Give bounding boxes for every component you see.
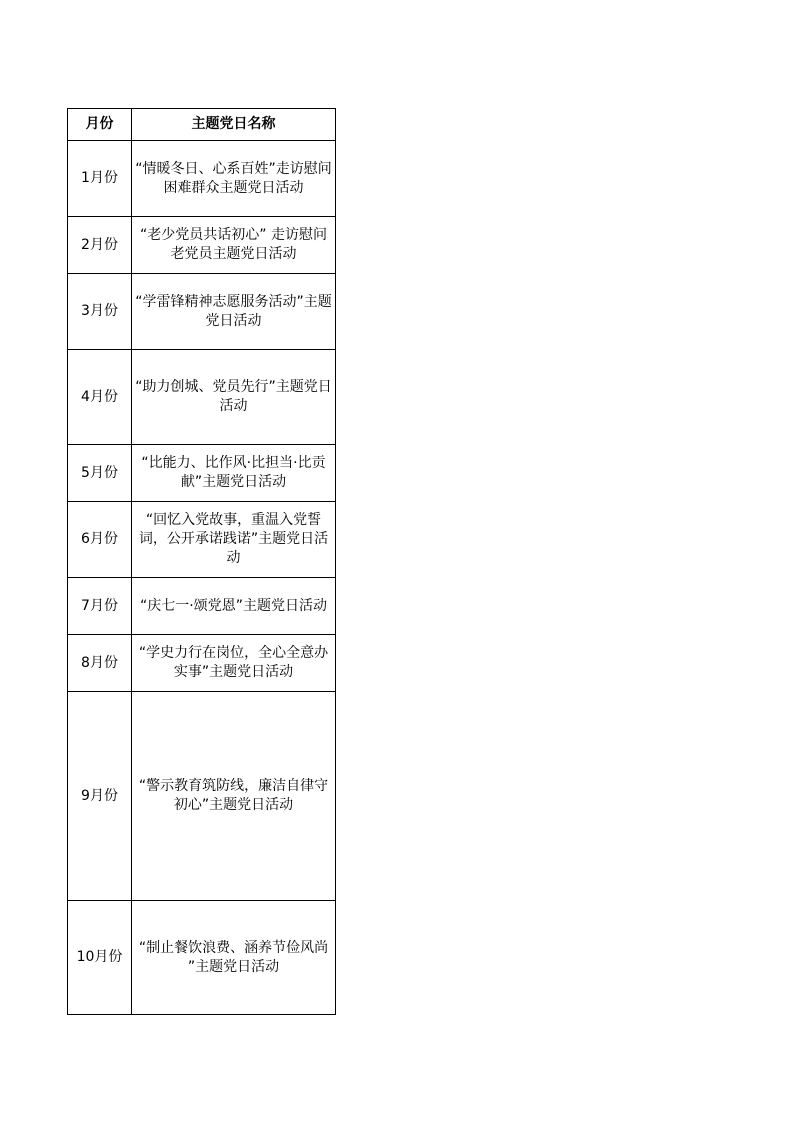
- month-cell: 6月份: [68, 502, 132, 578]
- table-row: [68, 350, 336, 445]
- month-cell: 3月份: [68, 274, 132, 350]
- table-row: [68, 901, 336, 1015]
- activity-name-cell: “老少党员共话初心” 走访慰问老党员主题党日活动: [132, 217, 336, 274]
- activity-name-cell: “庆七一·颂党恩”主题党日活动: [132, 578, 336, 635]
- party-day-schedule-table: [67, 108, 336, 1015]
- activity-name-cell: “警示教育筑防线，廉洁自律守初心”主题党日活动: [132, 692, 336, 901]
- activity-name-cell: “情暖冬日、心系百姓”走访慰问困难群众主题党日活动: [132, 141, 336, 217]
- table-row: [68, 502, 336, 578]
- month-cell: 10月份: [68, 901, 132, 1015]
- table-row: [68, 217, 336, 274]
- table-row: [68, 274, 336, 350]
- month-cell: 2月份: [68, 217, 132, 274]
- month-cell: 8月份: [68, 635, 132, 692]
- header-row: [68, 109, 336, 141]
- month-cell: 7月份: [68, 578, 132, 635]
- table-header: [68, 109, 336, 141]
- table-row: [68, 578, 336, 635]
- activity-name-cell: “学史力行在岗位，全心全意办实事”主题党日活动: [132, 635, 336, 692]
- month-cell: 4月份: [68, 350, 132, 445]
- table-row: [68, 141, 336, 217]
- month-column-header: 月份: [68, 109, 132, 141]
- table-row: [68, 445, 336, 502]
- month-cell: 9月份: [68, 692, 132, 901]
- table-row: [68, 635, 336, 692]
- activity-name-cell: “比能力、比作风·比担当·比贡献”主题党日活动: [132, 445, 336, 502]
- month-cell: 1月份: [68, 141, 132, 217]
- activity-name-cell: “制止餐饮浪费、涵养节俭风尚 ”主题党日活动: [132, 901, 336, 1015]
- table-row: [68, 692, 336, 901]
- activity-name-column-header: 主题党日名称: [132, 109, 336, 141]
- table-body: [68, 141, 336, 1015]
- activity-name-cell: “学雷锋精神志愿服务活动”主题党日活动: [132, 274, 336, 350]
- activity-name-cell: “助力创城、党员先行”主题党日活动: [132, 350, 336, 445]
- month-cell: 5月份: [68, 445, 132, 502]
- activity-name-cell: “回忆入党故事，重温入党誓词，公开承诺践诺”主题党日活动: [132, 502, 336, 578]
